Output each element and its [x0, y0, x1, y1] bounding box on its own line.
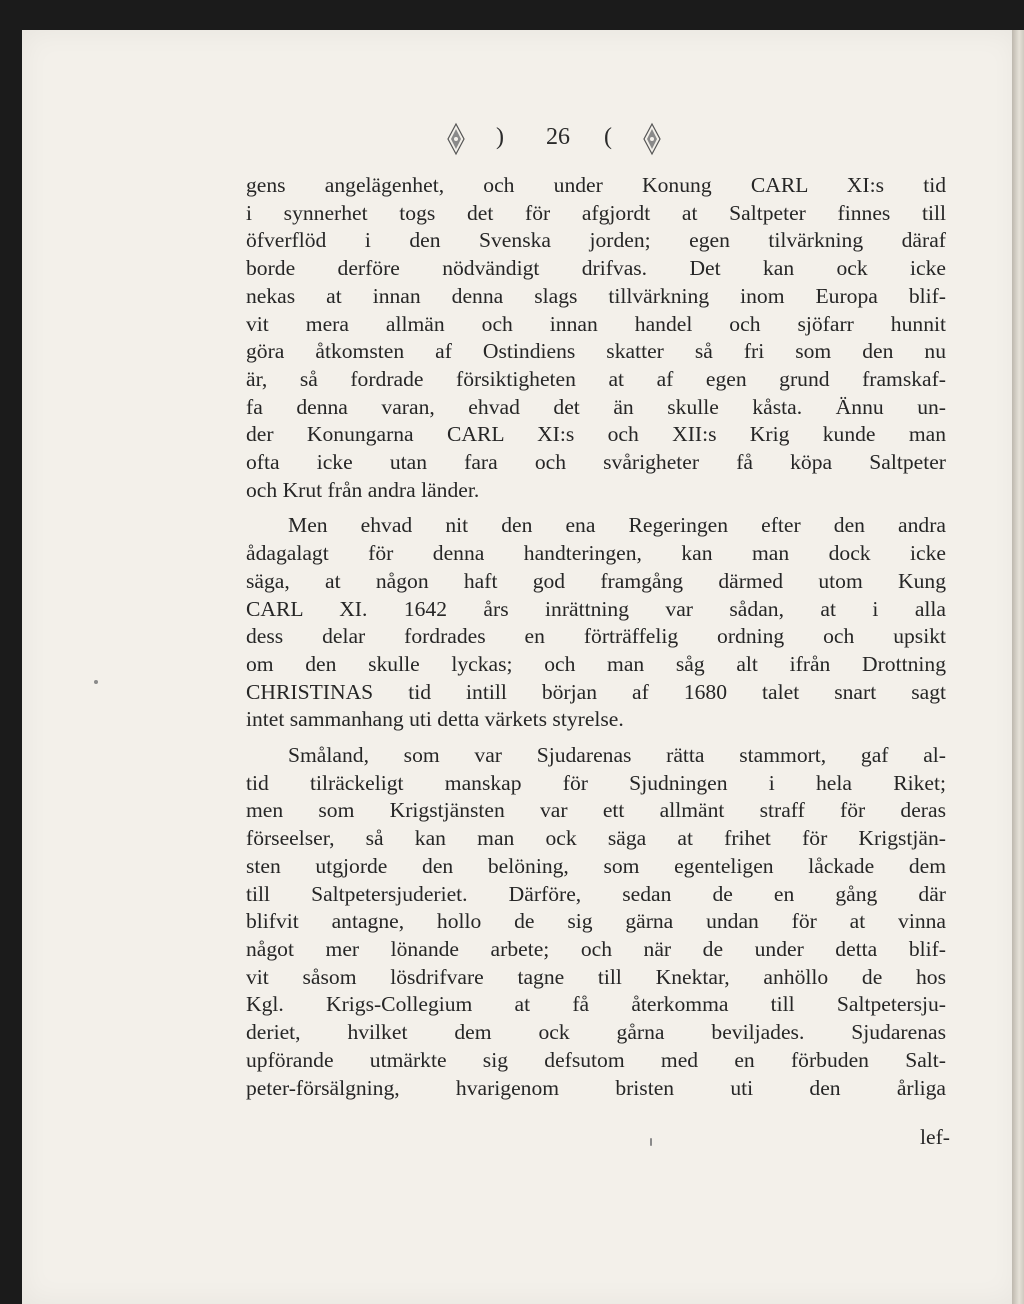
- text-line: vit mera allmän och innan handel och sjöfarr hunnit: [246, 311, 946, 336]
- paper-speck: [650, 1138, 652, 1146]
- text-line: deriet, hvilket dem ock gårna beviljades. Sjudarenas: [246, 1020, 946, 1045]
- page-header: [0, 116, 1024, 160]
- text-line: vit såsom lösdrifvare tagne till Knektar, anhöllo de hos: [246, 964, 946, 989]
- text-line: ådagalagt för denna handteringen, kan man dock icke: [246, 541, 946, 566]
- text-line: Men ehvad nit den ena Regeringen efter den andra: [288, 513, 946, 538]
- text-line: göra åtkomsten af Ostindiens skatter så fri som den nu: [246, 339, 946, 364]
- text-line: gens angelägenhet, och under Konung CARL XI:s tid: [246, 173, 946, 197]
- text-line: intet sammanhang uti detta värkets styrelse.: [246, 707, 624, 732]
- text-line: förseelser, så kan man ock säga at frihet för Krigstjän-: [246, 826, 946, 851]
- right-bracket: (: [604, 124, 612, 150]
- text-line: blifvit antagne, hollo de sig gärna undan för at vinna: [246, 909, 946, 934]
- text-line: fa denna varan, ehvad det än skulle kåsta. Ännu un-: [246, 394, 946, 419]
- text-line: upförande utmärkte sig defsutom med en förbuden Salt-: [246, 1047, 946, 1072]
- text-line: säga, at någon haft god framgång därmed utom Kung: [246, 568, 946, 593]
- text-line: i synnerhet togs det för afgjordt at Saltpeter finnes till: [246, 200, 946, 225]
- body-text: [246, 172, 946, 1102]
- text-line: peter-försälgning, hvarigenom bristen uti den årliga: [246, 1075, 946, 1100]
- text-line: Småland, som var Sjudarenas rätta stammort, gaf al-: [288, 743, 946, 768]
- paragraph: [246, 742, 946, 1102]
- text-line: är, så fordrade försiktigheten at af egen grund framskaf-: [246, 366, 946, 391]
- text-line: om den skulle lyckas; och man såg alt ifrån Drottning: [246, 651, 946, 676]
- text-line: borde derföre nödvändigt drifvas. Det kan ock icke: [246, 256, 946, 281]
- paragraph: [246, 512, 946, 734]
- page-number: 26: [546, 124, 570, 150]
- text-line: der Konungarna CARL XI:s och XII:s Krig kunde man: [246, 422, 946, 447]
- text-line: sten utgjorde den belöning, som egenteligen låckade dem: [246, 853, 946, 878]
- text-line: något mer lönande arbete; och när de under detta blif-: [246, 936, 946, 961]
- left-bracket: ): [496, 124, 504, 150]
- text-line: öfverflöd i den Svenska jorden; egen tilvärkning däraf: [246, 228, 946, 253]
- text-line: nekas at innan denna slags tillvärkning inom Europa blif-: [246, 283, 946, 308]
- text-line: Kgl. Krigs-Collegium at få återkomma till Saltpetersju-: [246, 992, 946, 1017]
- diamond-ornament-icon: [642, 122, 662, 156]
- text-line: CHRISTINAS tid intill början af 1680 talet snart sagt: [246, 679, 946, 704]
- page-edge: [1012, 30, 1024, 1304]
- paragraph: [246, 172, 946, 504]
- text-line: ofta icke utan fara och svårigheter få köpa Saltpeter: [246, 450, 946, 475]
- diamond-ornament-icon: [446, 122, 466, 156]
- text-line: tid tilräckeligt manskap för Sjudningen i hela Riket;: [246, 770, 946, 795]
- paper-speck: [94, 680, 98, 684]
- text-line: dess delar fordrades en förträffelig ordning och upsikt: [246, 624, 946, 649]
- text-line: och Krut från andra länder.: [246, 477, 480, 502]
- catchword: lef-: [920, 1125, 950, 1149]
- text-line: men som Krigstjänsten var ett allmänt straff för deras: [246, 798, 946, 823]
- text-line: till Saltpetersjuderiet. Därföre, sedan de en gång där: [246, 881, 946, 906]
- text-line: CARL XI. 1642 års inrättning var sådan, at i alla: [246, 596, 946, 621]
